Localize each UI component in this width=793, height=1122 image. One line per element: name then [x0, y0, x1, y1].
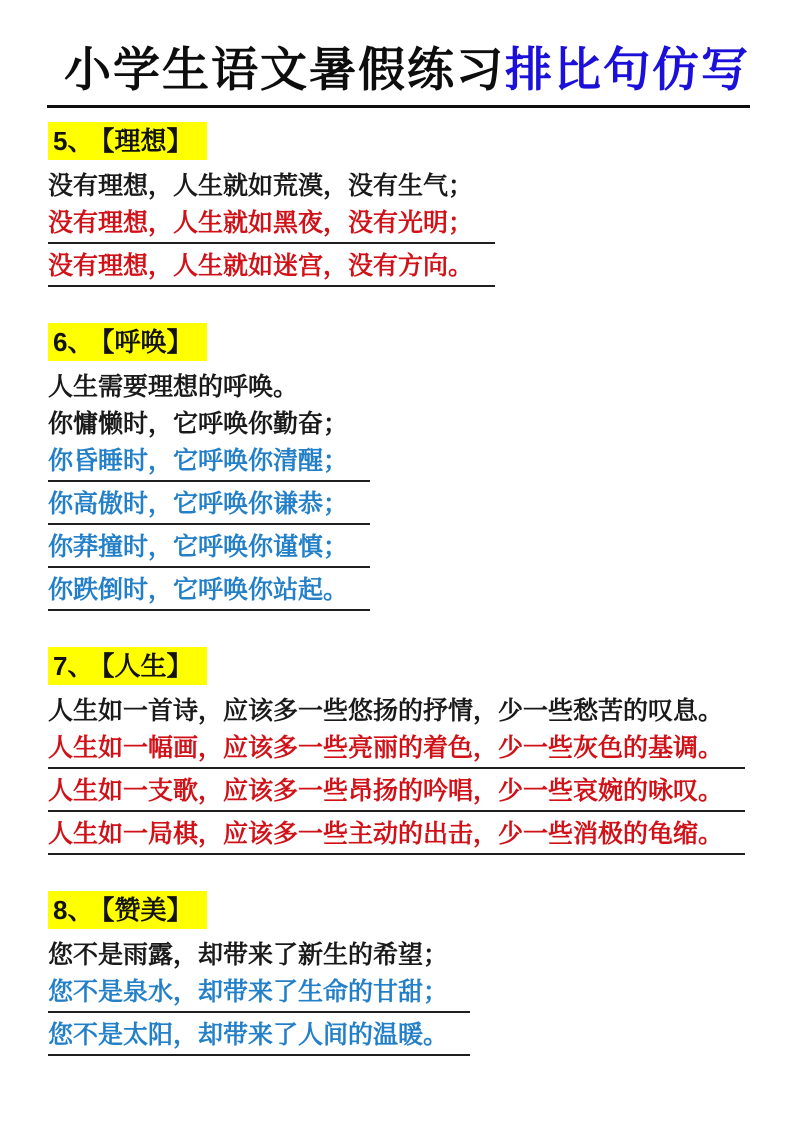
line-text: 人生如一局棋，应该多一些主动的出击，少一些消极的龟缩。	[48, 819, 745, 855]
line-text: 你昏睡时，它呼唤你清醒；	[48, 446, 370, 482]
example-line	[48, 372, 753, 402]
section-tag: 【理想】	[101, 126, 193, 156]
line-text: 人生如一支歌，应该多一些昂扬的吟唱，少一些哀婉的咏叹。	[48, 776, 745, 812]
line-text: 没有理想，人生就如荒漠，没有生气；	[48, 172, 474, 200]
answer-line	[48, 776, 753, 812]
line-text: 没有理想，人生就如黑夜，没有光明；	[48, 208, 495, 244]
page-title	[47, 42, 750, 98]
answer-line	[48, 532, 753, 568]
section-header	[48, 122, 207, 160]
answer-line	[48, 251, 753, 287]
example-line	[48, 696, 753, 726]
line-text: 您不是泉水，却带来了生命的甘甜；	[48, 977, 470, 1013]
section-5	[48, 122, 753, 287]
section-header	[48, 323, 207, 361]
section-tag: 【人生】	[101, 651, 193, 681]
section-number: 7、	[53, 651, 94, 681]
title-underline-block	[47, 42, 750, 108]
page-title-blue-part: 排比句仿写	[505, 43, 750, 96]
line-text: 您不是太阳，却带来了人间的温暖。	[48, 1020, 470, 1056]
section-8	[48, 891, 753, 1056]
line-text: 人生如一首诗，应该多一些悠扬的抒情，少一些愁苦的叹息。	[48, 697, 724, 725]
line-text: 没有理想，人生就如迷宫，没有方向。	[48, 251, 495, 287]
answer-line	[48, 1020, 753, 1056]
answer-line	[48, 733, 753, 769]
line-text: 您不是雨露，却带来了新生的希望；	[48, 941, 449, 969]
example-line	[48, 171, 753, 201]
example-line	[48, 940, 753, 970]
line-text: 人生如一幅画，应该多一些亮丽的着色，少一些灰色的基调。	[48, 733, 745, 769]
page-title-black-part: 小学生语文暑假练习	[64, 43, 505, 96]
answer-line	[48, 208, 753, 244]
answer-line	[48, 977, 753, 1013]
answer-line	[48, 489, 753, 525]
section-number: 6、	[53, 327, 94, 357]
section-header	[48, 891, 207, 929]
section-tag: 【赞美】	[101, 895, 193, 925]
line-text: 你跌倒时，它呼唤你站起。	[48, 575, 370, 611]
section-tag: 【呼唤】	[101, 327, 193, 357]
line-text: 人生需要理想的呼唤。	[48, 373, 299, 401]
worksheet-body	[48, 122, 753, 1056]
section-number: 5、	[53, 126, 94, 156]
section-number: 8、	[53, 895, 94, 925]
line-text: 你高傲时，它呼唤你谦恭；	[48, 489, 370, 525]
line-text: 你莽撞时，它呼唤你谨慎；	[48, 532, 370, 568]
answer-line	[48, 575, 753, 611]
example-line	[48, 409, 753, 439]
answer-line	[48, 819, 753, 855]
section-7	[48, 647, 753, 855]
line-text: 你慵懒时，它呼唤你勤奋；	[48, 410, 349, 438]
answer-line	[48, 446, 753, 482]
section-header	[48, 647, 207, 685]
section-6	[48, 323, 753, 611]
